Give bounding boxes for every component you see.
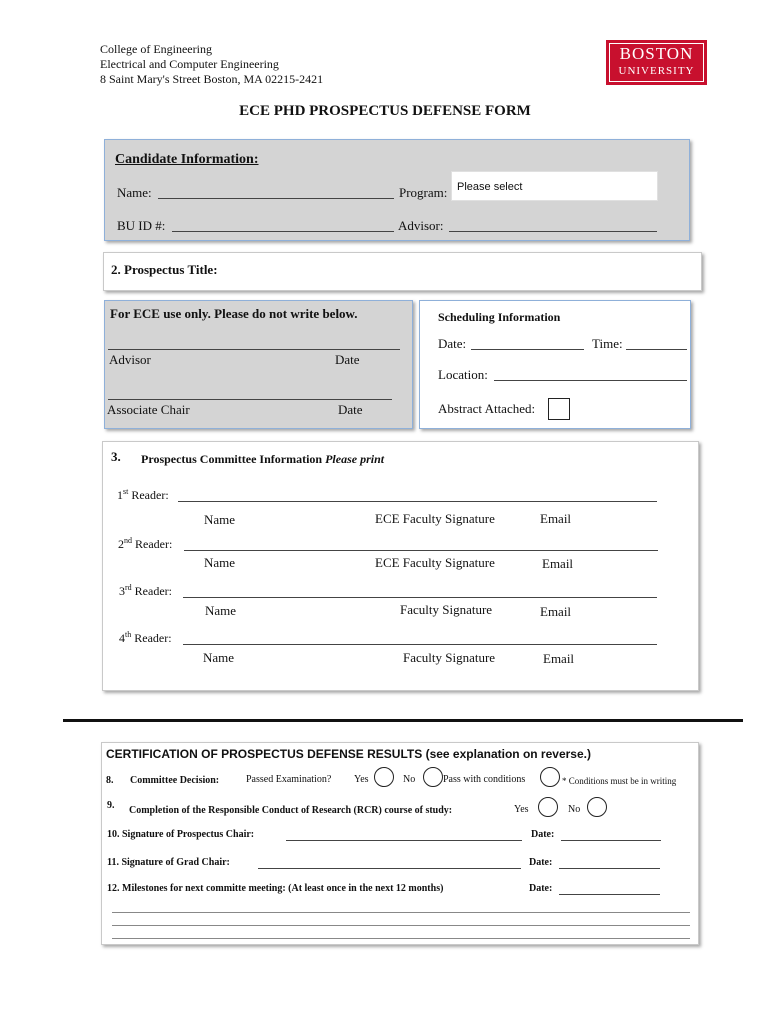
grad-chair-signature-field[interactable]	[258, 868, 521, 869]
committee-decision-label: Committee Decision:	[130, 775, 220, 786]
assoc-chair-signature-line[interactable]	[108, 399, 392, 400]
grad-chair-signature-label: 11. Signature of Grad Chair:	[107, 857, 230, 868]
schedule-time-field[interactable]	[626, 349, 687, 350]
grad-chair-date-label: Date:	[529, 857, 553, 868]
assoc-chair-label: Associate Chair	[107, 402, 190, 417]
rcr-no-radio[interactable]	[587, 797, 607, 817]
reader-1-name-label: Name	[204, 512, 236, 527]
abstract-attached-label: Abstract Attached:	[438, 401, 536, 416]
committee-heading-italic: Please print	[325, 452, 385, 466]
reader-4-label: 4th Reader:	[119, 630, 172, 645]
reader-4-field[interactable]	[183, 644, 657, 645]
reader-1-field[interactable]	[178, 501, 657, 502]
grad-chair-date-field[interactable]	[559, 868, 660, 869]
reader-3-label: 3rd Reader:	[119, 583, 172, 598]
milestones-date-field[interactable]	[559, 894, 660, 895]
row-9-number: 9.	[107, 800, 115, 811]
reader-1-signature-label: ECE Faculty Signature	[375, 511, 495, 526]
milestones-date-label: Date:	[529, 883, 553, 894]
ece-advisor-label: Advisor	[109, 352, 151, 367]
reader-2-signature-label: ECE Faculty Signature	[375, 555, 495, 570]
address-line-2: Electrical and Computer Engineering	[100, 57, 279, 71]
milestones-line-3[interactable]	[112, 938, 690, 939]
reader-2-email-label: Email	[542, 556, 574, 571]
name-field[interactable]	[158, 198, 394, 199]
logo-line-1: BOSTON	[619, 44, 694, 63]
boston-university-logo	[606, 40, 707, 85]
advisor-label: Advisor:	[398, 218, 444, 233]
passed-yes-label: Yes	[354, 774, 369, 785]
committee-number: 3.	[111, 449, 121, 464]
conditions-note: * Conditions must be in writing	[562, 776, 677, 786]
milestones-line-1[interactable]	[112, 912, 690, 913]
reader-3-name-label: Name	[205, 603, 237, 618]
schedule-location-label: Location:	[438, 367, 488, 382]
schedule-location-field[interactable]	[494, 380, 687, 381]
buid-label: BU ID #:	[117, 218, 166, 233]
reader-4-name-label: Name	[203, 650, 235, 665]
schedule-time-label: Time:	[592, 336, 623, 351]
department-address	[100, 42, 323, 87]
candidate-info-heading: Candidate Information:	[115, 152, 259, 167]
row-8-number: 8.	[106, 775, 114, 786]
assoc-chair-date-label: Date	[338, 402, 363, 417]
address-line-3: 8 Saint Mary's Street Boston, MA 02215-2421	[100, 72, 324, 86]
prospectus-chair-signature-field[interactable]	[286, 840, 522, 841]
rcr-yes-radio[interactable]	[538, 797, 558, 817]
rcr-completion-label: Completion of the Responsible Conduct of Research (RCR) course of study:	[129, 805, 453, 816]
reader-3-email-label: Email	[540, 604, 572, 619]
rcr-yes-label: Yes	[514, 804, 529, 815]
reader-1-email-label: Email	[540, 511, 572, 526]
milestones-label: 12. Milestones for next committe meeting: (At least once in the next 12 months)	[107, 883, 444, 894]
pass-with-conditions-label: Pass with conditions	[443, 774, 526, 785]
name-label: Name:	[117, 185, 152, 200]
ece-advisor-date-label: Date	[335, 352, 360, 367]
logo-line-2: UNIVERSITY	[618, 65, 695, 77]
passed-no-radio[interactable]	[423, 767, 443, 787]
form-title: ECE PHD PROSPECTUS DEFENSE FORM	[239, 103, 531, 119]
reader-2-label: 2nd Reader:	[118, 536, 173, 551]
program-label: Program:	[399, 185, 448, 200]
prospectus-chair-date-field[interactable]	[561, 840, 661, 841]
reader-2-name-label: Name	[204, 555, 236, 570]
reader-3-field[interactable]	[183, 597, 657, 598]
reader-1-label: 1st Reader:	[117, 487, 169, 502]
prospectus-chair-date-label: Date:	[531, 829, 555, 840]
rcr-no-label: No	[568, 804, 581, 815]
passed-yes-radio[interactable]	[374, 767, 394, 787]
prospectus-title-label: 2. Prospectus Title:	[111, 262, 218, 277]
passed-examination-question: Passed Examination?	[246, 774, 332, 785]
ece-use-heading: For ECE use only. Please do not write below.	[110, 306, 358, 321]
prospectus-chair-signature-label: 10. Signature of Prospectus Chair:	[107, 829, 255, 840]
certification-heading: CERTIFICATION OF PROSPECTUS DEFENSE RESULTS (see explanation on reverse.)	[106, 747, 591, 761]
committee-heading-wrap	[141, 452, 384, 467]
reader-2-field[interactable]	[184, 550, 658, 551]
section-divider	[63, 719, 743, 722]
address-line-1: College of Engineering	[100, 42, 212, 56]
reader-4-email-label: Email	[543, 651, 575, 666]
schedule-date-label: Date:	[438, 336, 467, 351]
pass-with-conditions-radio[interactable]	[540, 767, 560, 787]
milestones-line-2[interactable]	[112, 925, 690, 926]
certification-section	[101, 742, 699, 945]
committee-heading: Prospectus Committee Information	[141, 452, 323, 466]
advisor-field[interactable]	[449, 231, 657, 232]
reader-4-signature-label: Faculty Signature	[403, 650, 496, 665]
schedule-date-field[interactable]	[471, 349, 584, 350]
reader-3-signature-label: Faculty Signature	[400, 602, 493, 617]
abstract-attached-checkbox[interactable]	[548, 398, 570, 420]
program-select[interactable]: Please select	[451, 171, 658, 201]
buid-field[interactable]	[172, 231, 394, 232]
advisor-signature-line[interactable]	[108, 349, 400, 350]
scheduling-heading: Scheduling Information	[438, 310, 561, 324]
passed-no-label: No	[403, 774, 416, 785]
